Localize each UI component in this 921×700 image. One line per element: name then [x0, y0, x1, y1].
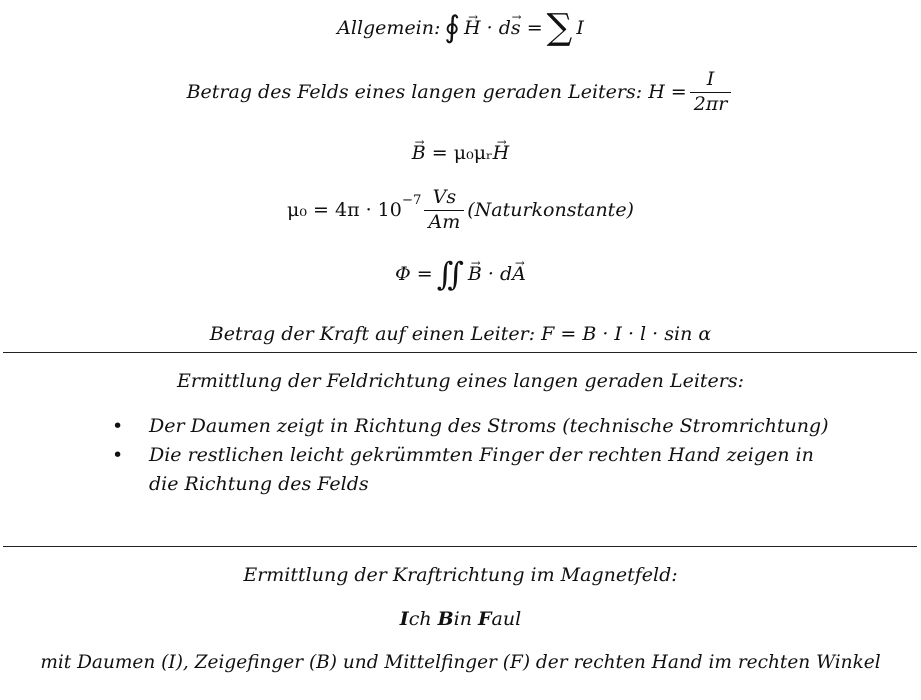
field-direction-list — [108, 412, 848, 499]
bullet-icon: • — [112, 444, 124, 466]
formula-field-conductor — [0, 68, 921, 117]
force-label: Betrag der Kraft auf einen Leiter: — [209, 323, 536, 345]
field-direction-title: Ermittlung der Feldrichtung eines langen geraden Leiters: — [176, 370, 745, 392]
sum-symbol: ∑ — [546, 7, 573, 48]
divider-1 — [3, 352, 917, 353]
formula-b-relation: → B = μ₀μᵣ → H — [0, 142, 921, 164]
force-direction-explanation: mit Daumen (I), Zeigefinger (B) und Mittelfinger (F) der rechten Hand im rechten Winkel — [40, 652, 881, 673]
mnemonic: Ich Bin Faul — [399, 608, 522, 630]
formula-mu0 — [0, 186, 921, 235]
mu0-exponent: −7 — [401, 192, 422, 208]
b-relation-text: = μ₀μᵣ — [431, 142, 493, 164]
force-direction-title: Ermittlung der Kraftrichtung im Magnetfeld: — [243, 564, 678, 586]
list-item: • Der Daumen zeigt in Richtung des Stroms (technische Stromrichtung) — [108, 412, 848, 441]
mu0-fraction: $\frac{Vs}{Am}$ — [424, 186, 464, 235]
formula-general: Allgemein: ∮ → H · d → s = ∑ I — [0, 10, 921, 46]
list-item: • Die restlichen leicht gekrümmten Finger der rechten Hand zeigen in die Richtung des Felds — [108, 441, 848, 499]
general-label: Allgemein: — [337, 17, 441, 39]
formula-flux: Φ = ∬ → B · d → A — [0, 258, 921, 290]
double-integral-symbol: ∬ — [436, 255, 464, 293]
field-conductor-fraction: $\frac{I}{2\pi r}$ — [690, 68, 732, 117]
contour-integral-symbol: ∮ — [444, 10, 461, 45]
flux-lhs: Φ = — [395, 263, 433, 285]
mu0-note: (Naturkonstante) — [467, 199, 634, 222]
field-conductor-label: Betrag des Felds eines langen geraden Leiters: — [186, 81, 643, 104]
force-formula: F = B · I · l · sin α — [541, 323, 712, 345]
mu0-lhs: μ₀ = 4π · 10 — [287, 199, 402, 222]
bullet-icon: • — [112, 415, 124, 437]
general-rhs: I — [576, 17, 584, 39]
divider-2 — [3, 546, 917, 547]
formula-force — [0, 323, 921, 345]
field-conductor-lhs: H = — [648, 81, 687, 104]
